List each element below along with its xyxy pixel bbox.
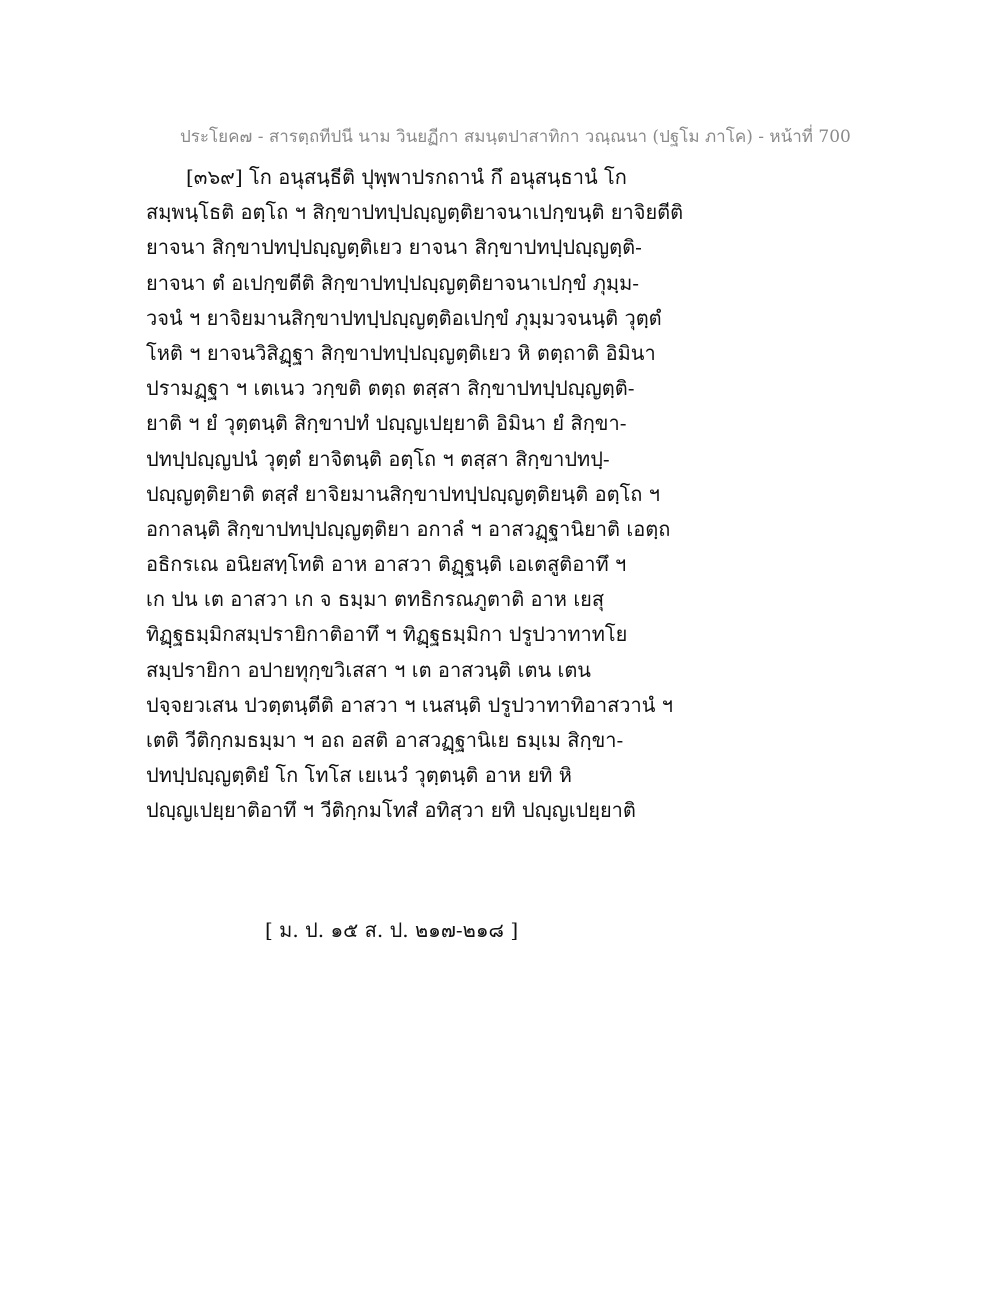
text-line: สมฺพนฺโธติ อตฺโถ ฯ สิกฺขาปทปฺปญฺญตฺติยาจนาเปกฺขนฺติ ยาจิยตีติ [146, 200, 684, 225]
text-line: วจนํ ฯ ยาจิยมานสิกฺขาปทปฺปญฺญตฺติอเปกฺขํ ภุมฺมวจนนฺติ วุตฺตํ [146, 305, 662, 330]
text-line: เตติ วีติกฺกมธมฺมา ฯ อถ อสติ อาสวฏฺฐานิเย ธมฺเม สิกฺขา- [146, 728, 624, 752]
text-line: ทิฏฺฐธมฺมิกสมฺปรายิกาติอาทึ ฯ ทิฏฺฐธมฺมิกา ปรูปวาทาทโย [146, 622, 628, 647]
text-line: โหติ ฯ ยาจนวิสิฏฺฐา สิกฺขาปทปฺปญฺญตฺติเยว หิ ตตฺถาติ อิมินา [146, 340, 656, 365]
text-line: ปทปฺปญฺญปนํ วุตฺตํ ยาจิตนฺติ อตฺโถ ฯ ตสฺสา สิกฺขาปทปฺ- [146, 446, 610, 471]
text-line: อกาลนฺติ สิกฺขาปทปฺปญฺญตฺติยา อกาลํ ฯ อาสวฏฺฐานิยาติ เอตฺถ [146, 516, 671, 541]
text-line: ปญฺญเปยฺยาติอาทึ ฯ วีติกฺกมโทสํ อทิสฺวา ยทิ ปญฺญเปยฺยาติ [146, 798, 636, 823]
text-line: ปญฺญตฺติยาติ ตสฺสํ ยาจิยมานสิกฺขาปทปฺปญฺญตฺติยนฺติ อตฺโถ ฯ [146, 481, 661, 506]
text-line: สมฺปรายิกา อปายทุกฺขวิเสสา ฯ เต อาสวนฺติ เตน เตน [146, 657, 591, 682]
text-line: อธิกรเณ อนิยสทฺโทติ อาห อาสวา ติฏฺฐนฺติ เอเตสูติอาทึ ฯ [146, 552, 627, 577]
text-line: ปทปฺปญฺญตฺติยํ โก โทโส เยเนวํ วุตฺตนฺติ อาห ยทิ หิ [146, 763, 572, 788]
text-line: ยาจนา สิกฺขาปทปฺปญฺญตฺติเยว ยาจนา สิกฺขาปทปฺปญฺญตฺติ- [146, 235, 642, 260]
body-text [146, 160, 684, 829]
page-header: ประโยค๗ - สารตฺถทีปนี นาม วินยฏีกา สมนฺตปาสาทิกา วณฺณนา (ปฐโม ภาโค) - หน้าที่ 700 [180, 127, 851, 147]
text-line: ยาติ ฯ ยํ วุตฺตนฺติ สิกฺขาปทํ ปญฺญเปยฺยาติ อิมินา ยํ สิกฺขา- [146, 411, 627, 436]
text-line: ปจฺจยวเสน ปวตฺตนฺตีติ อาสวา ฯ เนสนฺติ ปรูปวาทาทิอาสวานํ ฯ [146, 692, 674, 717]
text-line: ยาจนา ตํ อเปกฺขตีติ สิกฺขาปทปฺปญฺญตฺติยาจนาเปกฺขํ ภุมฺม- [146, 270, 640, 295]
reference-citation: [ ม. ป. ๑๕ ส. ป. ๒๑๗-๒๑๘ ] [265, 918, 519, 942]
text-line: [๓๖๙] โก อนุสนฺธีติ ปุพฺพาปรกถานํ กึ อนุสนฺธานํ โก [186, 165, 627, 189]
text-line: เก ปน เต อาสวา เก จ ธมฺมา ตทธิกรณภูตาติ อาห เยสุ [146, 587, 605, 612]
text-line: ปรามฏฺฐา ฯ เตเนว วกฺขติ ตตฺถ ตสฺสา สิกฺขาปทปฺปญฺญตฺติ- [146, 376, 635, 401]
